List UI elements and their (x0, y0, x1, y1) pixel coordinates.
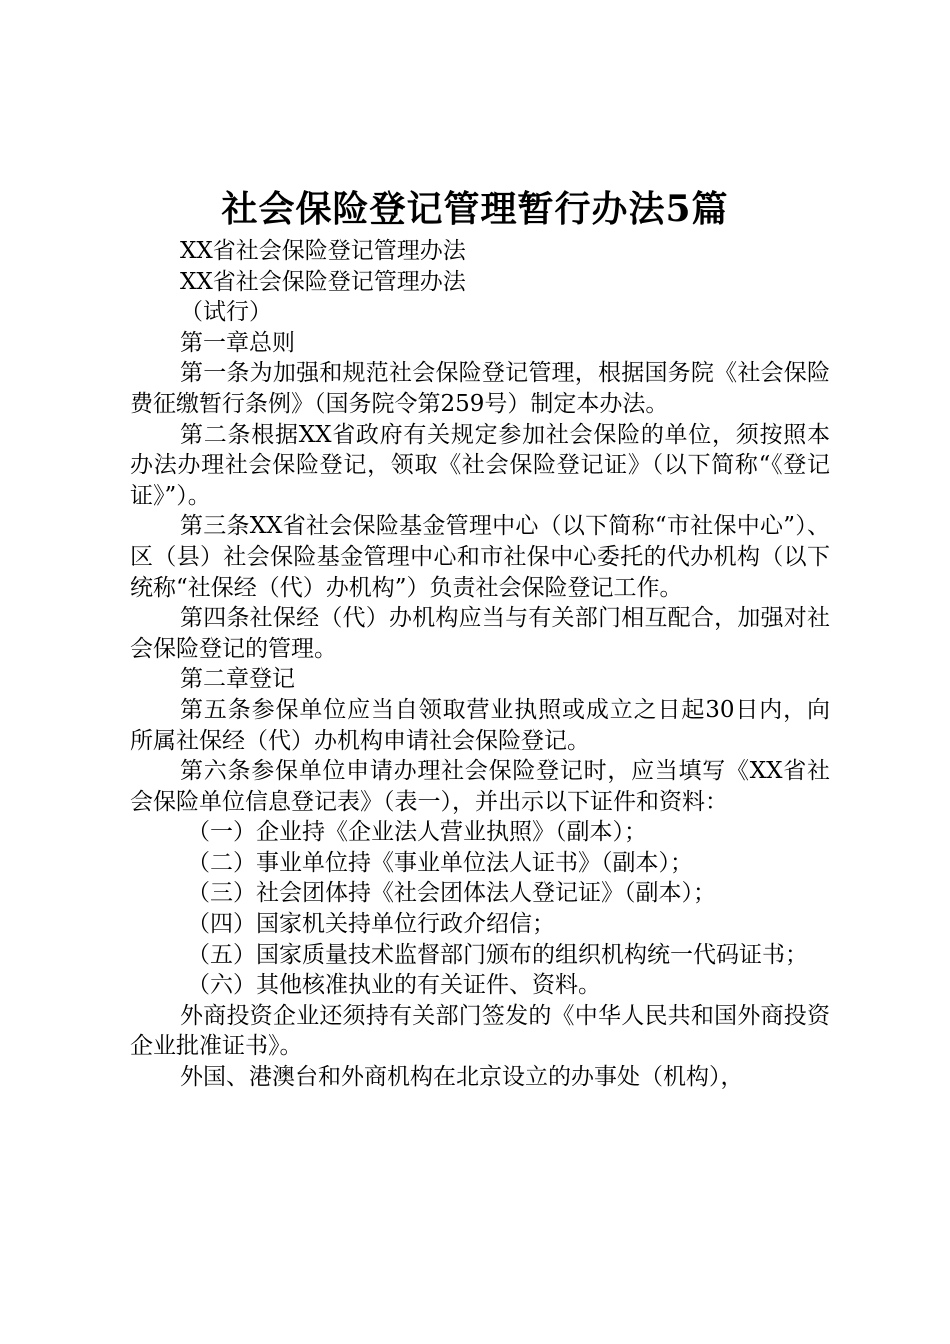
list-item-6: （六）其他核准执业的有关证件、资料。 (187, 972, 601, 999)
chapter-heading-2: 第二章登记 (180, 666, 295, 693)
document-body (130, 236, 830, 1093)
list-item-2: （二）事业单位持《事业单位法人证书》（副本）； (187, 849, 693, 876)
article-5: 第五条参保单位应当自领取营业执照或成立之日起30日内，向所属社保经（代）办机构申请社会保险登记。 (130, 696, 830, 754)
article-4: 第四条社保经（代）办机构应当与有关部门相互配合，加强对社会保险登记的管理。 (130, 605, 830, 662)
article-1: 第一条为加强和规范社会保险登记管理，根据国务院《社会保险费征缴暂行条例》（国务院令第259号）制定本办法。 (130, 360, 830, 417)
paragraph-foreign-investment: 外商投资企业还须持有关部门签发的《中华人民共和国外商投资企业批准证书》。 (130, 1002, 830, 1060)
list-item-3: （三）社会团体持《社会团体法人登记证》（副本）； (187, 880, 716, 907)
paragraph-trial-note: （试行） (180, 299, 272, 326)
article-3: 第三条XX省社会保险基金管理中心（以下简称“市社保中心”）、区（县）社会保险基金管理中心和市社保中心委托的代办机构（以下统称“社保经（代）办机构”）负责社会保险登记工作。 (130, 513, 830, 601)
paragraph-foreign-offices: 外国、港澳台和外商机构在北京设立的办事处（机构）， (180, 1064, 744, 1091)
paragraph-doc-name-2: XX省社会保险登记管理办法 (180, 268, 466, 295)
article-6: 第六条参保单位申请办理社会保险登记时，应当填写《XX省社会保险单位信息登记表》（表一），并出示以下证件和资料： (130, 758, 830, 815)
list-item-5: （五）国家质量技术监督部门颁布的组织机构统一代码证书； (187, 941, 808, 968)
list-item-4: （四）国家机关持单位行政介绍信； (187, 911, 555, 938)
article-2: 第二条根据XX省政府有关规定参加社会保险的单位，须按照本办法办理社会保险登记，领取《社会保险登记证》（以下简称“《登记证》”）。 (130, 421, 830, 509)
chapter-heading-1: 第一章总则 (180, 329, 295, 356)
list-item-1: （一）企业持《企业法人营业执照》（副本）； (187, 819, 647, 846)
paragraph-doc-name-1: XX省社会保险登记管理办法 (180, 238, 466, 264)
document-title: 社会保险登记管理暂行办法5篇 (221, 188, 729, 230)
